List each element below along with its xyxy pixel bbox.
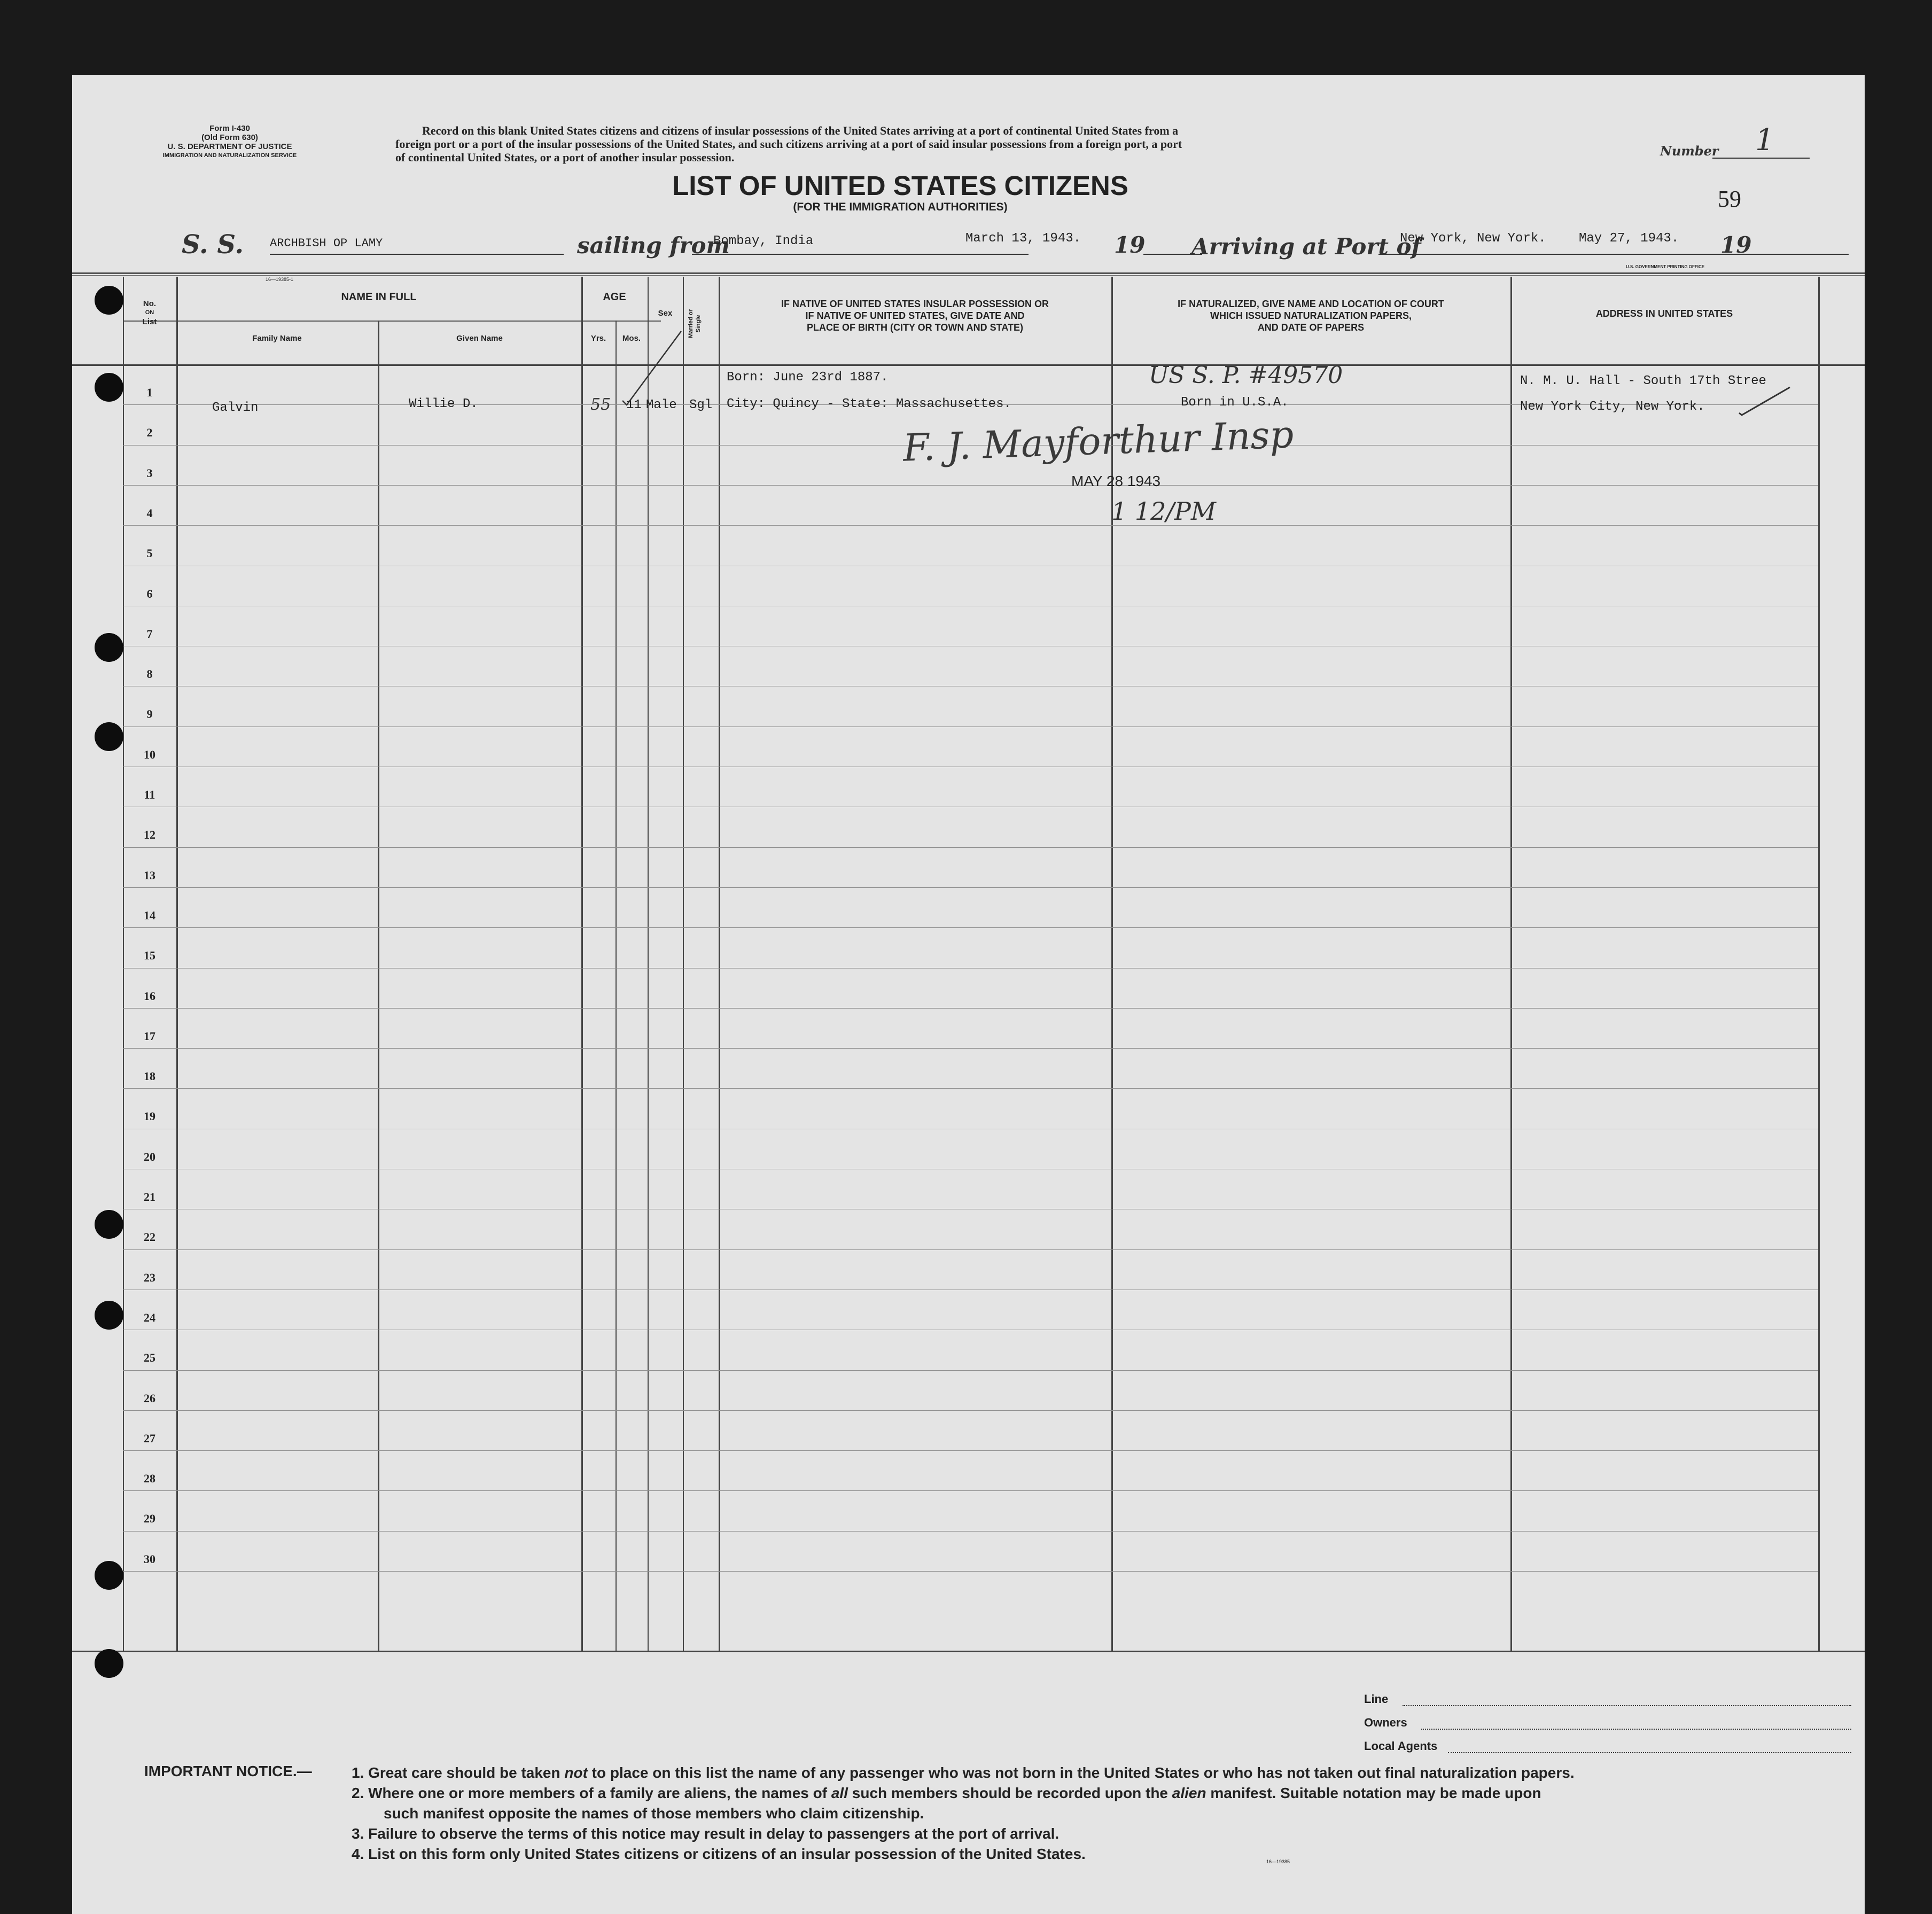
department: U. S. DEPARTMENT OF JUSTICE: [167, 142, 292, 151]
row-number: 26: [144, 1391, 155, 1405]
header-birth: [719, 298, 1111, 333]
header-list: List: [142, 317, 157, 326]
owners-label: Owners: [1364, 1716, 1407, 1729]
name-age-divider: [123, 321, 661, 322]
row-ruling: [123, 726, 1818, 727]
row-number: 2: [146, 426, 153, 440]
entry-age-yrs: 55: [590, 395, 611, 414]
form-number: Form I-430: [209, 124, 250, 133]
printer-note: U.S. GOVERNMENT PRINTING OFFICE: [1626, 264, 1705, 269]
header-birth-line-3: PLACE OF BIRTH (CITY OR TOWN AND STATE): [807, 322, 1023, 333]
header-family-name: Family Name: [252, 334, 302, 343]
punch-hole: [95, 373, 123, 402]
from-date: March 13, 1943.: [965, 231, 1081, 246]
notice-code: 16—19385: [1266, 1859, 1290, 1864]
notice-body: [352, 1763, 1575, 1864]
instruction-line-2: foreign port or a port of the insular possessions of the United States, and such citizens arriving at a port of said insular possessions from a foreign port, a port: [395, 137, 1182, 151]
row-number: 5: [146, 546, 153, 560]
punch-hole: [95, 286, 123, 315]
row-ruling: [123, 1088, 1818, 1089]
row-number: 15: [144, 949, 155, 963]
header-birth-line-2: IF NATIVE OF UNITED STATES, GIVE DATE AND: [805, 310, 1025, 321]
number-underline: [1712, 158, 1810, 159]
punch-hole: [95, 722, 123, 751]
ship-underline: [270, 254, 564, 255]
notice-2-c: manifest. Suitable notation may be made upon: [1206, 1785, 1541, 1801]
entry-sex: Male: [646, 398, 677, 412]
row-number: 3: [146, 466, 153, 480]
table-top-border-inner: [72, 275, 1865, 276]
row-number: 8: [146, 667, 153, 681]
col-line-mos: [616, 321, 617, 1651]
line-field: [1403, 1705, 1851, 1706]
row-number: 24: [144, 1310, 155, 1324]
notice-1-b: to place on this list the name of any passenger who was not born in the United States or who has not taken out final naturalization papers.: [587, 1764, 1575, 1781]
header-yrs: Yrs.: [590, 334, 606, 343]
header-mos: Mos.: [622, 334, 641, 343]
header-marital: [687, 289, 713, 358]
col-line-sex: [648, 277, 649, 1651]
notice-2-b: such members should be recorded upon the: [848, 1785, 1172, 1801]
punch-hole: [95, 1649, 123, 1678]
row-number: 28: [144, 1472, 155, 1486]
number-value: 1: [1755, 123, 1774, 158]
row-ruling: [123, 1410, 1818, 1411]
row-ruling: [123, 1008, 1818, 1009]
year-label-2: 19: [1720, 232, 1752, 258]
row-ruling: [123, 1249, 1818, 1250]
row-ruling: [123, 525, 1818, 526]
owners-field: [1421, 1729, 1851, 1730]
ship-name: ARCHBISH OP LAMY: [270, 237, 383, 250]
row-number: 6: [146, 587, 153, 600]
row-number: 13: [144, 868, 155, 882]
instructions: [395, 124, 1182, 164]
row-ruling: [123, 847, 1818, 848]
row-ruling: [123, 927, 1818, 928]
punch-hole: [95, 1561, 123, 1590]
header-on: ON: [145, 309, 154, 316]
entry-family-name: Galvin: [212, 401, 259, 415]
row-number: 27: [144, 1431, 155, 1445]
row-number: 23: [144, 1270, 155, 1284]
year-label: 19: [1114, 232, 1146, 258]
row-ruling: [123, 485, 1818, 486]
row-ruling: [123, 1571, 1818, 1572]
entry-marital: Sgl: [689, 398, 713, 412]
arriving-label: Arriving at Port of: [1191, 233, 1421, 260]
notice-1-a: 1. Great care should be taken: [352, 1764, 565, 1781]
row-number: 10: [144, 747, 155, 761]
page-subtitle: (FOR THE IMMIGRATION AUTHORITIES): [793, 201, 1008, 213]
table-bottom-border: [72, 1651, 1865, 1652]
header-nat-line-3: AND DATE OF PAPERS: [1257, 322, 1365, 333]
col-line-end: [1818, 277, 1820, 1651]
row-number: 4: [146, 506, 153, 520]
notice-item-4: 4. List on this form only United States citizens or citizens of an insular possession of the United States.: [352, 1846, 1086, 1862]
col-line-family: [176, 277, 178, 1651]
number-label: Number: [1660, 143, 1719, 159]
punch-hole: [95, 1301, 123, 1330]
stamp-time: 1 12/PM: [1111, 497, 1216, 526]
row-number: 9: [146, 707, 153, 721]
header-married-or: Married or: [688, 309, 694, 338]
header-nat-line-1: IF NATURALIZED, GIVE NAME AND LOCATION OF COURT: [1178, 299, 1444, 309]
row-number: 7: [146, 627, 153, 640]
page-number: 59: [1718, 186, 1741, 212]
row-number: 19: [144, 1110, 155, 1123]
header-birth-line-1: IF NATIVE OF UNITED STATES INSULAR POSSESSION OR: [781, 299, 1049, 309]
col-line-given: [378, 321, 379, 1651]
entry-naturalization: Born in U.S.A.: [1181, 395, 1289, 410]
arrival-port: New York, New York.: [1400, 231, 1546, 246]
from-underline: [692, 254, 1029, 255]
row-number: 22: [144, 1230, 155, 1244]
instruction-line-1: Record on this blank United States citizens and citizens of insular possessions of the United States arriving at a port of continental United States from a: [422, 124, 1179, 137]
col-line-yrs: [581, 277, 583, 1651]
row-number: 30: [144, 1552, 155, 1566]
notice-2-em-1: all: [831, 1785, 848, 1801]
row-ruling: [123, 1048, 1818, 1049]
agents-label: Local Agents: [1364, 1739, 1438, 1753]
inspector-signature: F. J. Mayforthur Insp: [902, 412, 1295, 470]
form-id: [152, 124, 307, 160]
notice-item-3: 3. Failure to observe the terms of this notice may result in delay to passengers at the port of arrival.: [352, 1825, 1060, 1842]
line-label: Line: [1364, 1692, 1389, 1706]
row-number: 1: [146, 386, 153, 399]
header-naturalization: [1111, 298, 1510, 333]
address-check-mark: [1736, 382, 1795, 419]
entry-given-name: Willie D.: [409, 397, 478, 411]
header-no: No.: [143, 299, 157, 308]
col-line-birth: [719, 277, 720, 1651]
service: IMMIGRATION AND NATURALIZATION SERVICE: [162, 152, 297, 159]
notice-item-2: [352, 1783, 1575, 1803]
row-number: 25: [144, 1351, 155, 1365]
entry-passport: US S. P. #49570: [1149, 362, 1343, 389]
header-single: Single: [695, 315, 702, 333]
row-number: 20: [144, 1150, 155, 1163]
page-title: LIST OF UNITED STATES CITIZENS: [672, 170, 1128, 201]
entry-address-1: N. M. U. Hall - South 17th Stree: [1520, 374, 1766, 388]
row-number: 21: [144, 1190, 155, 1204]
punch-hole: [95, 1210, 123, 1239]
row-number: 14: [144, 908, 155, 922]
row-number: 12: [144, 828, 155, 842]
header-name-in-full: NAME IN FULL: [341, 291, 417, 303]
age-check-mark: [622, 326, 687, 406]
from-port: Bombay, India: [713, 234, 814, 248]
notice-2-em-2: alien: [1172, 1785, 1206, 1801]
ss-label: S. S.: [182, 230, 244, 260]
notice-heading: IMPORTANT NOTICE.—: [144, 1763, 312, 1779]
entry-city: City: Quincy - State: Massachusettes.: [727, 397, 1011, 411]
form-code: 16—19385-1: [266, 277, 294, 282]
header-age: AGE: [603, 291, 626, 303]
punch-hole: [95, 633, 123, 662]
notice-item-2-cont: such manifest opposite the names of those members who claim citizenship.: [384, 1805, 924, 1822]
row-ruling: [123, 1370, 1818, 1371]
entry-age-mos: 11: [626, 398, 642, 412]
arrival-date: May 27, 1943.: [1579, 231, 1679, 246]
instruction-line-3: of continental United States, or a port of another insular possession.: [395, 151, 735, 164]
header-given-name: Given Name: [456, 334, 503, 343]
row-number: 16: [144, 989, 155, 1003]
row-number: 29: [144, 1512, 155, 1526]
header-sex: Sex: [658, 309, 673, 318]
entry-born: Born: June 23rd 1887.: [727, 370, 889, 385]
table-top-border: [72, 272, 1865, 274]
header-nat-line-2: WHICH ISSUED NATURALIZATION PAPERS,: [1210, 310, 1412, 321]
row-ruling: [123, 1531, 1818, 1532]
header-address: ADDRESS IN UNITED STATES: [1595, 308, 1733, 319]
col-line-address: [1510, 277, 1512, 1651]
old-form-number: (Old Form 630): [201, 133, 258, 142]
agents-field: [1448, 1752, 1851, 1753]
form-sheet: [72, 75, 1865, 1914]
row-number: 11: [144, 788, 155, 801]
row-ruling: [123, 1450, 1818, 1451]
notice-1-em: not: [564, 1764, 588, 1781]
row-ruling: [123, 887, 1818, 888]
col-line-marital: [683, 277, 684, 1651]
entry-address-2: New York City, New York.: [1520, 400, 1705, 414]
arrival-underline: [1378, 254, 1849, 255]
row-number: 17: [144, 1029, 155, 1043]
row-ruling: [123, 1490, 1818, 1491]
row-number: 18: [144, 1069, 155, 1083]
sailing-label: sailing from: [577, 232, 730, 259]
notice-item-1: [352, 1763, 1575, 1783]
header-no-on-list: [123, 299, 176, 326]
notice-2-a: 2. Where one or more members of a family are aliens, the names of: [352, 1785, 831, 1801]
header-bottom-border: [72, 364, 1865, 366]
stamp-date: MAY 28 1943: [1071, 473, 1161, 489]
